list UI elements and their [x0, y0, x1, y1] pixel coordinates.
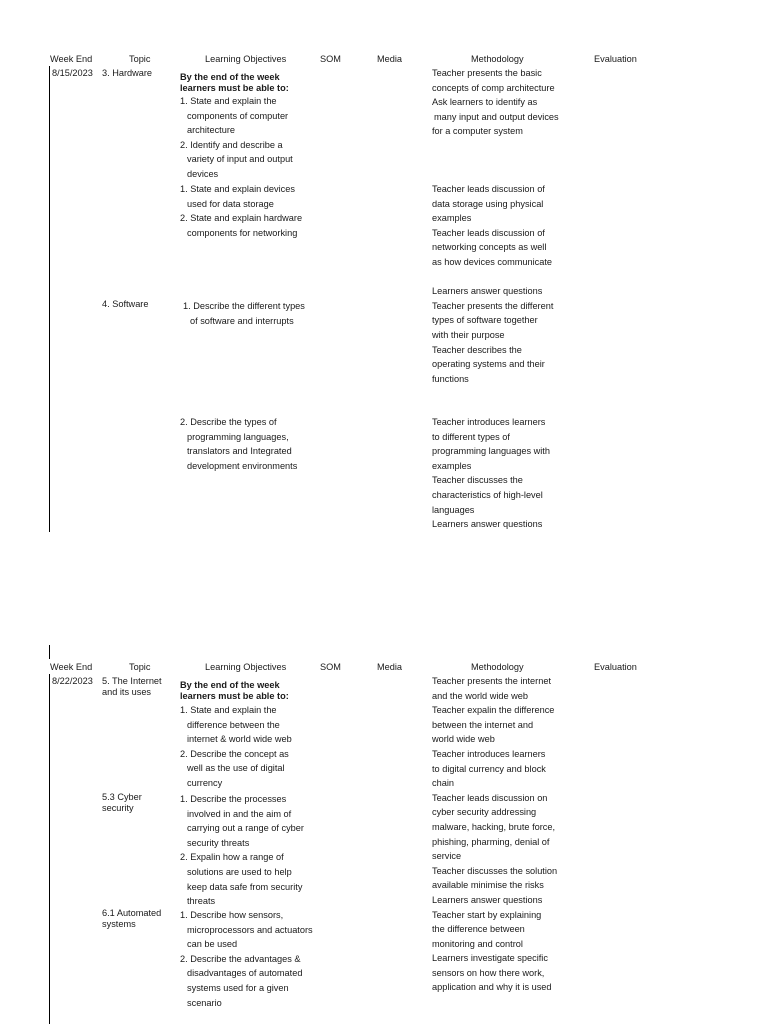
topic-hardware: 3. Hardware — [102, 68, 153, 78]
header-som: SOM — [320, 662, 341, 672]
objectives-automated: 1. Describe how sensors, microprocessors and actuators can be used 2. Describe the advantages & disadvantages of automated systems used for a given scenario — [180, 910, 313, 1008]
left-border-line — [49, 66, 50, 532]
header-evaluation: Evaluation — [594, 54, 637, 64]
methodology-storage-software: Teacher leads discussion of data storage using physical examples Teacher leads discussion of networking concepts as well as how devices communicate Learners answer questions Teacher presents the different types of software together with their purpose Teacher describes the operating systems and their functions — [432, 184, 554, 384]
objectives-intro: By the end of the week learners must be able to: — [180, 72, 289, 93]
text-cursor-line — [49, 645, 50, 659]
left-border-line — [49, 674, 50, 1024]
header-topic: Topic — [129, 54, 151, 64]
header-som: SOM — [320, 54, 341, 64]
objectives-programming: 2. Describe the types of programming languages, translators and Integrated development environments — [180, 417, 298, 471]
header-week-end: Week End — [50, 54, 93, 64]
topic-software: 4. Software — [102, 299, 149, 309]
topic-automated-systems: 6.1 Automated systems — [102, 908, 162, 929]
objectives-internet: 1. State and explain the difference between the internet & world wide web 2. Describe the concept as well as the use of digital currency — [180, 705, 292, 788]
header-media: Media — [377, 662, 403, 672]
objectives-storage-networking: 1. State and explain devices used for data storage 2. State and explain hardware components for networking — [180, 184, 303, 238]
week-date: 8/22/2023 — [52, 676, 93, 686]
header-learning-objectives: Learning Objectives — [205, 662, 287, 672]
objectives-intro: By the end of the week learners must be able to: — [180, 680, 289, 701]
header-media: Media — [377, 54, 403, 64]
methodology-programming: Teacher introduces learners to different types of programming languages with examples Teacher discusses the characteristics of high-level languages Learners answer questions — [432, 417, 550, 530]
objectives-software: 1. Describe the different types of software and interrupts — [183, 301, 305, 326]
objectives-architecture: 1. State and explain the components of computer architecture 2. Identify and describe a variety of input and output devices — [180, 96, 293, 179]
header-week-end: Week End — [50, 662, 93, 672]
topic-internet: 5. The Internet and its uses — [102, 676, 162, 697]
objectives-cyber-security: 1. Describe the processes involved in and the aim of carrying out a range of cyber security threats 2. Expalin how a range of solutions are used to help keep data safe from security threats — [180, 794, 304, 907]
header-evaluation: Evaluation — [594, 662, 637, 672]
topic-cyber-security: 5.3 Cyber security — [102, 792, 142, 813]
methodology-architecture: Teacher presents the basic concepts of comp architecture Ask learners to identify as many input and output devices for a computer system — [432, 68, 559, 137]
week-date: 8/15/2023 — [52, 68, 93, 78]
header-methodology: Methodology — [471, 54, 524, 64]
header-learning-objectives: Learning Objectives — [205, 54, 287, 64]
header-topic: Topic — [129, 662, 151, 672]
methodology-week-2: Teacher presents the internet and the world wide web Teacher expalin the difference between the internet and world wide web Teacher introduces learners to digital currency and block chain Teacher leads discussion on cyber security addressing malware, hacking, brute force, phishing, pharming, denial of service Teacher discusses the solution available minimise the risks Learners answer questions Teacher start by explaining the difference between monitoring and control Learners investigate specific sensors on how there work, application and why it is used — [432, 676, 558, 993]
header-methodology: Methodology — [471, 662, 524, 672]
